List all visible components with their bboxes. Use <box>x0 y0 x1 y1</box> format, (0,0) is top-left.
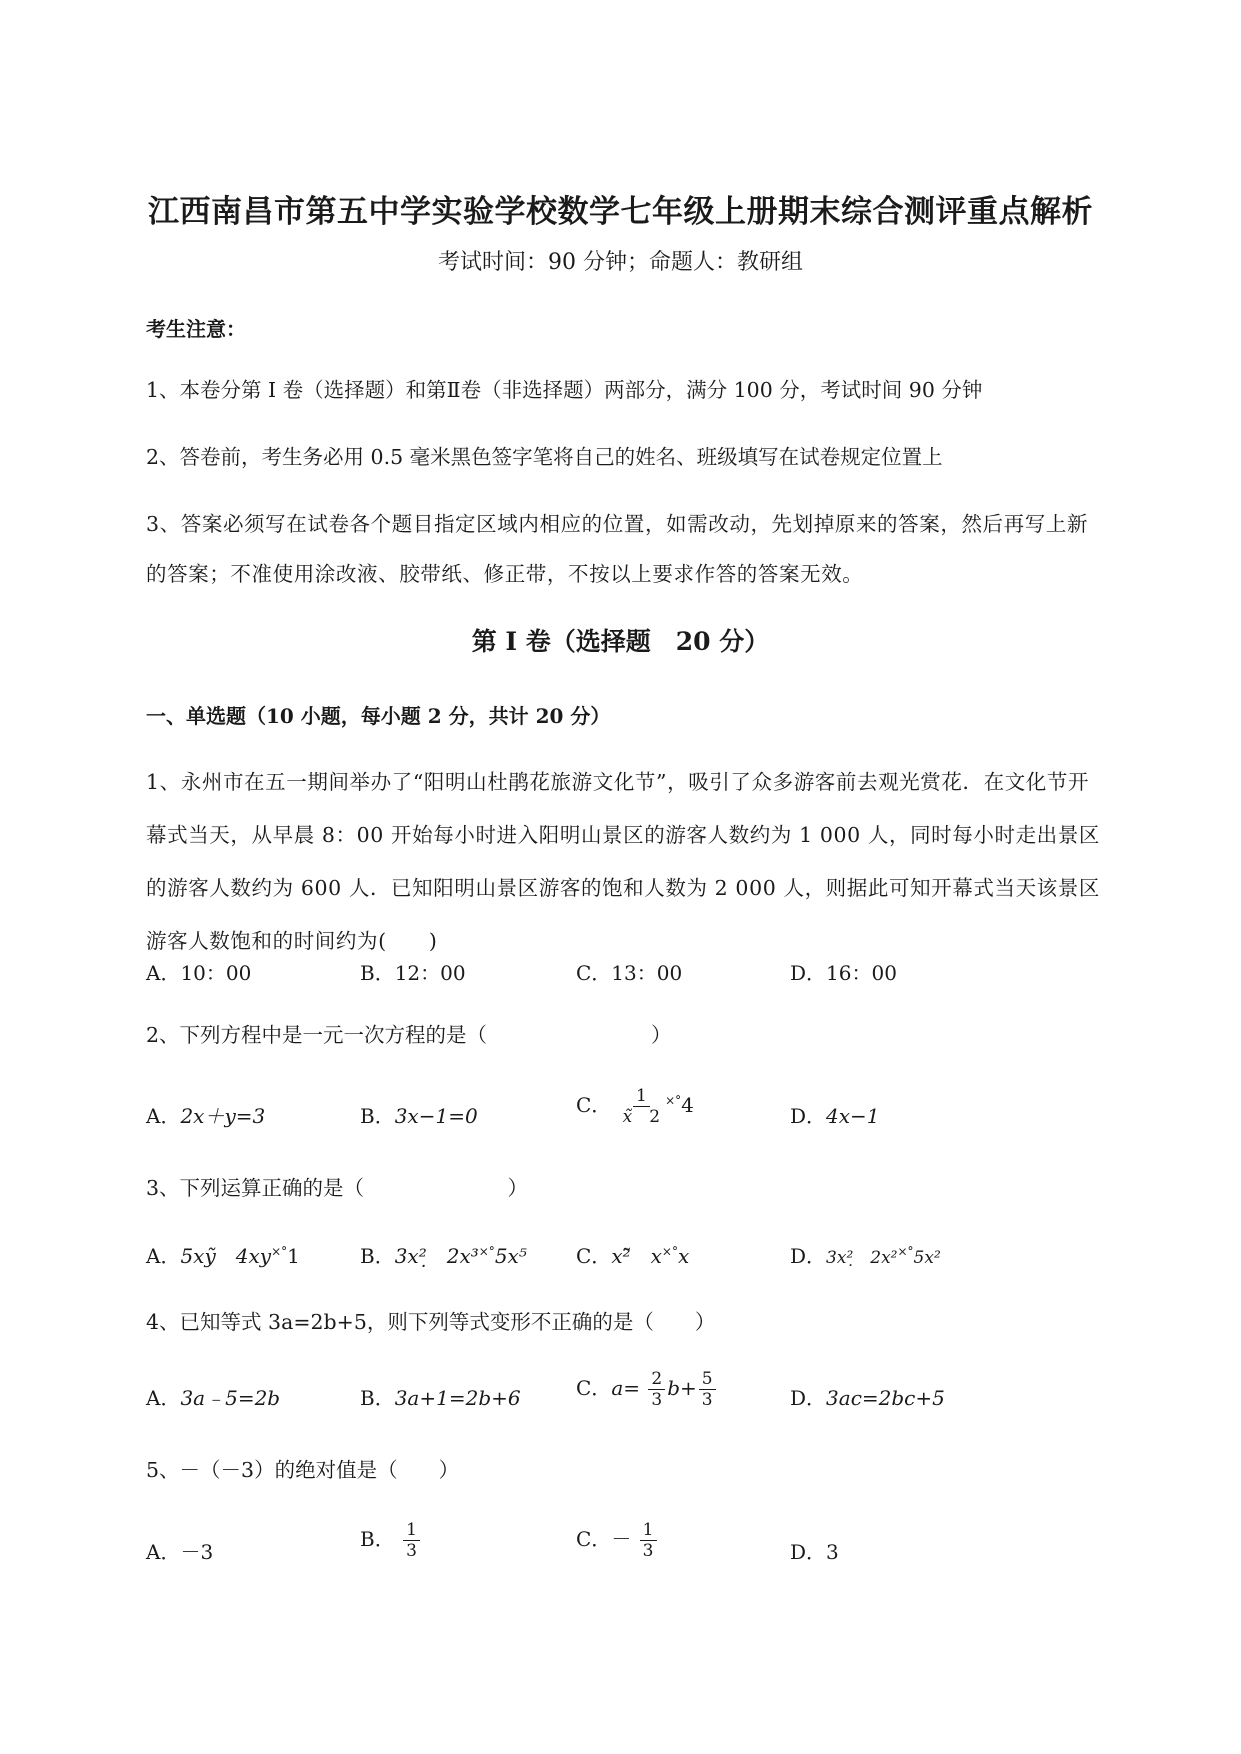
q3-option-c: C．x²̃ x×°x <box>576 1244 690 1268</box>
q1-option-d: D．16：00 <box>790 961 897 985</box>
q5-option-a: A．－3 <box>146 1540 214 1564</box>
q1-option-c: C．13：00 <box>576 961 683 985</box>
q2-option-b-expr: 3x−1=0 <box>394 1104 478 1128</box>
q3-option-c-label: C． <box>576 1244 612 1268</box>
q5-option-d: D．3 <box>790 1540 839 1564</box>
q3-option-d-label: D． <box>790 1244 827 1268</box>
q3-c-garbled-glyph: ×° <box>661 1244 678 1259</box>
q3-b-garbled-glyph: ×° <box>478 1244 495 1259</box>
q4-option-d: D．3ac=2bc+5 <box>790 1386 945 1410</box>
q4-option-a: A．3a﹣5=2b <box>146 1386 281 1410</box>
q3-option-b: B．3x²̣ 2x³×°5x⁵ <box>360 1244 527 1268</box>
q2-c-tail: 4 <box>681 1093 694 1117</box>
q2-option-d-label: D． <box>790 1104 827 1128</box>
document-title: 江西南昌市第五中学实验学校数学七年级上册期末综合测评重点解析 <box>148 194 1093 230</box>
q2-option-c-fraction <box>620 1086 663 1127</box>
q2-c-numerator: 1 <box>633 1086 650 1107</box>
q5-c-fraction: $\frac{1}{3}$ <box>640 1520 657 1561</box>
question-2-stem: 2、下列方程中是一元一次方程的是（ ） <box>146 1023 672 1047</box>
q5-b-fraction: $\frac{1}{3}$ <box>403 1520 420 1561</box>
question-1-stem: 1、永州市在五一期间举办了“阳明山杜鹃花旅游文化节”，吸引了众多游客前去观光赏花．在文化节开幕式当天，从早晨 8：00 开始每小时进入阳明山景区的游客人数约为 1 000 人，同时每小时走出景区的游客人数约为 600 人．已知阳明山景区游客的饱和人数为 2 000 人，则据此可知开幕式当天该景区游客人数饱和的时间约为( ) <box>146 770 1100 953</box>
q4-option-c: C．a= $\frac{2}{3}$ b+ $\frac{5}{3}$ <box>576 1369 718 1410</box>
q1-option-b: B．12：00 <box>360 961 466 985</box>
q1-option-a: A．10：00 <box>146 961 252 985</box>
q3-option-b-label: B． <box>360 1244 395 1268</box>
q2-option-a-label: A． <box>146 1104 181 1128</box>
q3-option-a-label: A． <box>146 1244 181 1268</box>
notice-item-2: 2、答卷前，考生务必用 0.5 毫米黑色签字笔将自己的姓名、班级填写在试卷规定位置上 <box>146 445 943 469</box>
q2-option-c-label: C． <box>576 1093 612 1117</box>
question-5-stem: 5、－（－3）的绝对值是（ ） <box>146 1458 460 1482</box>
q5-option-c: C．－ $\frac{1}{3}$ <box>576 1520 659 1561</box>
q3-d-garbled-glyph: ×° <box>897 1244 914 1259</box>
q2-c-denominator: x̃ 2 <box>622 1107 661 1127</box>
q3-option-a: A．5xỹ 4xy×°1 <box>146 1244 300 1268</box>
q2-c-garbled-glyph: ×° <box>665 1093 682 1108</box>
q4-option-b: B．3a+1=2b+6 <box>360 1386 521 1410</box>
q2-option-d-expr: 4x−1 <box>826 1104 880 1128</box>
q2-option-b-label: B． <box>360 1104 395 1128</box>
notice-item-3: 3、答案必须写在试卷各个题目指定区域内相应的位置，如需改动，先划掉原来的答案，然后再写上新的答案；不准使用涂改液、胶带纸、修正带，不按以上要求作答的答案无效。 <box>146 512 1089 586</box>
exam-info: 考试时间：90 分钟；命题人：教研组 <box>438 250 803 275</box>
q2-option-d <box>790 1100 880 1129</box>
section-title: 第 I 卷（选择题 20 分） <box>471 627 770 656</box>
q2-option-c <box>576 1086 694 1127</box>
question-4-stem: 4、已知等式 3a=2b+5，则下列等式变形不正确的是（ ） <box>146 1310 716 1334</box>
part-heading: 一、单选题（10 小题，每小题 2 分，共计 20 分） <box>146 704 611 728</box>
question-3-stem: 3、下列运算正确的是（ ） <box>146 1176 529 1200</box>
q3-option-d: D．3x²̣ 2x²×°5x² <box>790 1244 941 1268</box>
notice-heading: 考生注意： <box>146 317 246 341</box>
q2-option-a-expr: 2x＋y=3 <box>180 1104 266 1128</box>
q2-option-b <box>360 1100 478 1129</box>
q3-a-garbled-glyph: ×° <box>271 1244 288 1259</box>
q5-option-b: B． $\frac{1}{3}$ <box>360 1520 422 1561</box>
q4-c-fraction-2: $\frac{5}{3}$ <box>699 1369 716 1410</box>
notice-item-1: 1、本卷分第 I 卷（选择题）和第Ⅱ卷（非选择题）两部分，满分 100 分，考试时间 90 分钟 <box>146 378 983 402</box>
q2-option-a <box>146 1100 265 1129</box>
q4-c-fraction-1: $\frac{2}{3}$ <box>648 1369 665 1410</box>
